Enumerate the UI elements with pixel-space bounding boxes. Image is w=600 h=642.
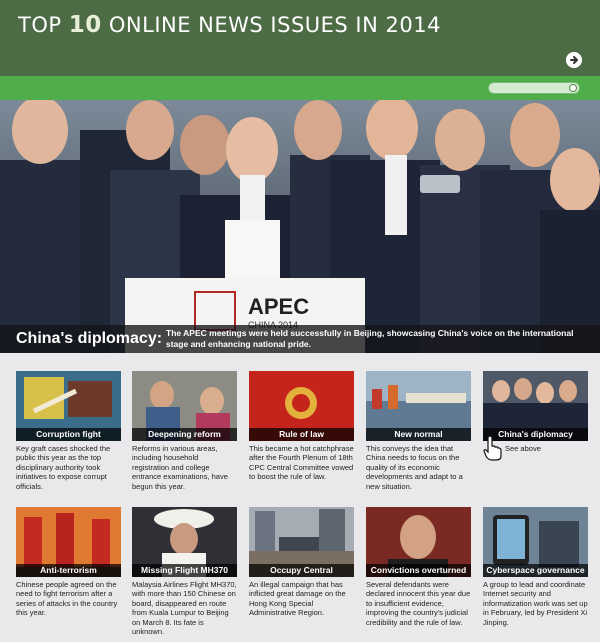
title-suffix: ONLINE NEWS ISSUES IN 2014 <box>101 13 441 37</box>
podium-title: APEC <box>248 294 310 319</box>
issue-text: Several defendants were declared innocent this year due to insufficient evidence, improving the country's judicial credibility and the rule of law. <box>366 580 471 627</box>
page-header <box>0 0 600 76</box>
issue-card-anti-terrorism[interactable] <box>16 507 121 618</box>
issue-card-convictions-overturned[interactable] <box>366 507 471 627</box>
issue-card-occupy-central[interactable] <box>249 507 354 618</box>
issue-card-missing-flight-mh370[interactable] <box>132 507 237 636</box>
issue-label: Corruption fight <box>16 428 121 441</box>
hero-caption <box>0 325 600 353</box>
issue-label: Cyberspace governance <box>483 564 588 577</box>
issue-card-corruption-fight[interactable] <box>16 371 121 491</box>
issue-label: Anti-terrorism <box>16 564 121 577</box>
issue-text: Reforms in various areas, including household registration and college entrance examinations, have begun this year. <box>132 444 228 491</box>
search-icon[interactable] <box>569 84 577 92</box>
issue-text: See above <box>505 444 541 453</box>
issue-label: Missing Flight MH370 <box>132 564 237 577</box>
issue-thumb[interactable] <box>16 371 121 441</box>
issue-thumb[interactable] <box>366 507 471 577</box>
issue-thumb[interactable] <box>16 507 121 577</box>
issue-thumb[interactable] <box>483 371 588 441</box>
issue-text: An illegal campaign that has inflicted great damage on the Hong Kong Special Administrative Region. <box>249 580 346 618</box>
circle-arrow-right-icon <box>566 52 582 68</box>
issue-label: China's diplomacy <box>483 428 588 441</box>
nav-bar <box>0 76 600 100</box>
issue-thumb[interactable] <box>366 371 471 441</box>
issue-label: Rule of law <box>249 428 354 441</box>
issue-text: Key graft cases shocked the public this year as the top disciplinary authority took initiatives to expose corrupt officials. <box>16 444 111 491</box>
issue-card-rule-of-law[interactable] <box>249 371 354 482</box>
caption-text: The APEC meetings were held successfully in Beijing, showcasing China's voice on the international stage and enhancing national pride. <box>166 328 574 349</box>
issue-text: This conveys the idea that China needs to focus on the quality of its economic developments and adapt to a new situation. <box>366 444 463 491</box>
next-button[interactable] <box>566 52 582 68</box>
apec-students-photo <box>0 100 600 353</box>
search-input[interactable] <box>488 82 580 94</box>
title-number: 10 <box>68 12 102 38</box>
issue-label: Occupy Central <box>249 564 354 577</box>
issue-card-cyberspace-governance[interactable] <box>483 507 588 627</box>
issue-thumb[interactable] <box>132 507 237 577</box>
hero-photo[interactable] <box>0 100 600 353</box>
issue-card-new-normal[interactable] <box>366 371 471 491</box>
issue-text: Malaysia Airlines Flight MH370, with more than 150 Chinese on board, disappeared en route from Kuala Lumpur to Beijing on March 8. Its fate is unknown. <box>132 580 237 637</box>
issue-text: This became a hot catchphrase after the Fourth Plenum of 18th CPC Central Committee vowed to boost the rule of law. <box>249 444 354 482</box>
issue-label: Convictions overturned <box>366 564 471 577</box>
page-title <box>18 12 441 38</box>
issue-thumb[interactable] <box>249 507 354 577</box>
issue-card-deepening-reform[interactable] <box>132 371 237 491</box>
hand-cursor-icon <box>483 435 503 461</box>
issue-thumb[interactable] <box>249 371 354 441</box>
issue-label: Deepening reform <box>132 428 237 441</box>
caption-title: China's diplomacy: <box>16 330 163 347</box>
issue-label: New normal <box>366 428 471 441</box>
title-prefix: TOP <box>18 13 69 37</box>
issue-thumb[interactable] <box>483 507 588 577</box>
issue-text: A group to lead and coordinate Internet security and informatization work was set up in February, led by President Xi Jinping. <box>483 580 588 627</box>
issue-thumb[interactable] <box>132 371 237 441</box>
issue-text: Chinese people agreed on the need to fight terrorism after a series of attacks in the country this year. <box>16 580 118 618</box>
